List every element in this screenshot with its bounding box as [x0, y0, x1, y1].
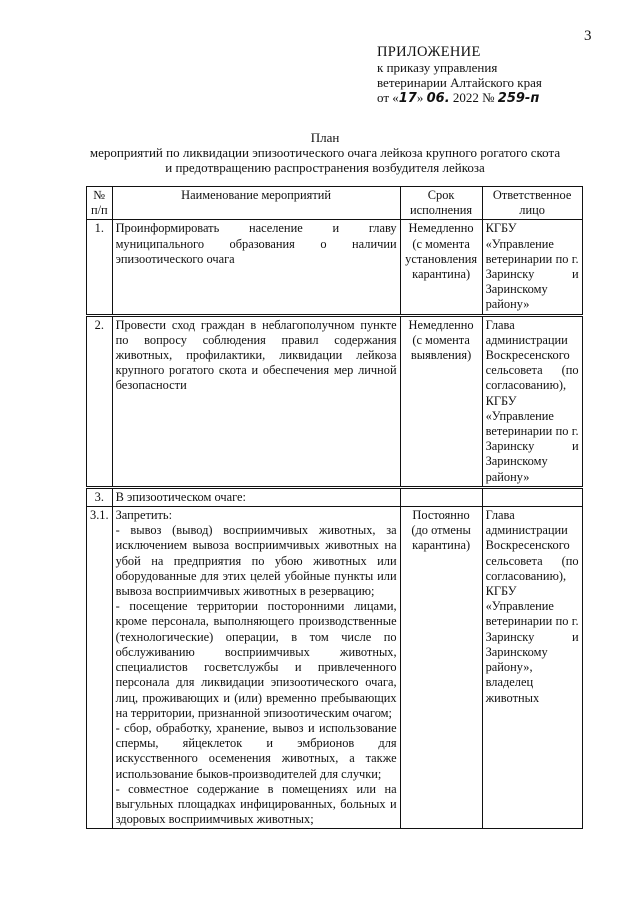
appendix-date	[377, 90, 542, 106]
date-year: 2022 №	[449, 90, 498, 105]
row-action: Провести сход граждан в неблагополучном пункте по вопросу соблюдения правил содержания животных, профилактики, ликвидации лейкоза крупного рогатого скота и обеспечения мер личной безопасности	[112, 315, 400, 487]
header-term: Срок исполнения	[400, 187, 482, 220]
header-responsible: Ответственное лицо	[482, 187, 582, 220]
table-row	[87, 487, 583, 506]
row-action: Проинформировать население и главу муниципального образования о наличии эпизоотического очага	[112, 220, 400, 315]
appendix-heading: ПРИЛОЖЕНИЕ	[377, 44, 481, 60]
row-action: В эпизоотическом очаге:	[112, 487, 400, 506]
row-action	[112, 507, 400, 829]
row-responsible: Глава администрации Воскресенского сельсовета (по согласованию), КГБУ «Управление ветеринарии по г. Заринску и Заринскому району»	[482, 315, 582, 487]
row-term: Немедленно (с момента выявления)	[400, 315, 482, 487]
date-day: 17	[398, 91, 417, 106]
table-header-row	[87, 187, 583, 220]
row-responsible	[482, 487, 582, 506]
table-row	[87, 507, 583, 829]
row-term: Постоянно (до отмены карантина)	[400, 507, 482, 829]
date-prefix: от «	[377, 90, 399, 105]
page-number: 3	[584, 28, 592, 44]
appendix-block	[377, 45, 542, 106]
row-responsible: КГБУ «Управление ветеринарии по г. Заринску и Заринскому району»	[482, 220, 582, 315]
table-row	[87, 315, 583, 487]
plan-table	[86, 186, 583, 829]
row-number: 1.	[87, 220, 113, 315]
row-number: 3.1.	[87, 507, 113, 829]
row-number: 3.	[87, 487, 113, 506]
appendix-line-1: к приказу управления	[377, 60, 498, 75]
row-term: Немедленно (с момента установления карантина)	[400, 220, 482, 315]
document-title	[80, 130, 570, 175]
date-month: 06.	[426, 91, 450, 106]
row-term	[400, 487, 482, 506]
title-line-3: и предотвращению распространения возбудителя лейкоза	[165, 160, 485, 175]
action-line: Запретить:	[115, 508, 173, 523]
order-number: 259-п	[497, 91, 540, 106]
title-line-2: мероприятий по ликвидации эпизоотического очага лейкоза крупного рогатого скота	[89, 145, 561, 160]
appendix-line-2: ветеринарии Алтайского края	[377, 75, 542, 90]
action-line: - вывоз (вывод) восприимчивых животных, за исключением вывоза восприимчивых животных на убой на предприятия по убою животных или оборудованные для этих целей убойные пункты или вывоза восприимчивых животных в резервацию;	[115, 523, 397, 599]
header-num: № п/п	[87, 187, 113, 220]
row-responsible: Глава администрации Воскресенского сельсовета (по согласованию), КГБУ «Управление ветеринарии по г. Заринску и Заринскому району», владелец животных	[482, 507, 582, 829]
action-line: - сбор, обработку, хранение, вывоз и использование спермы, яйцеклеток и эмбрионов для искусственного осеменения животных, а также использование быков-производителей для случки;	[115, 720, 397, 781]
table-row	[87, 220, 583, 315]
action-line: - совместное содержание в помещениях или на выгульных площадках инфицированных, больных и здоровых восприимчивых животных;	[115, 781, 397, 827]
action-line: - посещение территории посторонними лицами, кроме персонала, выполняющего производственные (технологические) операции, в том числе по обслуживанию восприимчивых животных, специалистов госветслужбы и привлеченного персонала для ликвидации эпизоотического очага, лиц, проживающих и (или) временно пребывающих на территории, признанной эпизоотическим очагом;	[115, 599, 397, 720]
row-number: 2.	[87, 315, 113, 487]
date-mid: »	[416, 90, 427, 105]
title-line-1: План	[310, 130, 340, 145]
header-action: Наименование мероприятий	[112, 187, 400, 220]
